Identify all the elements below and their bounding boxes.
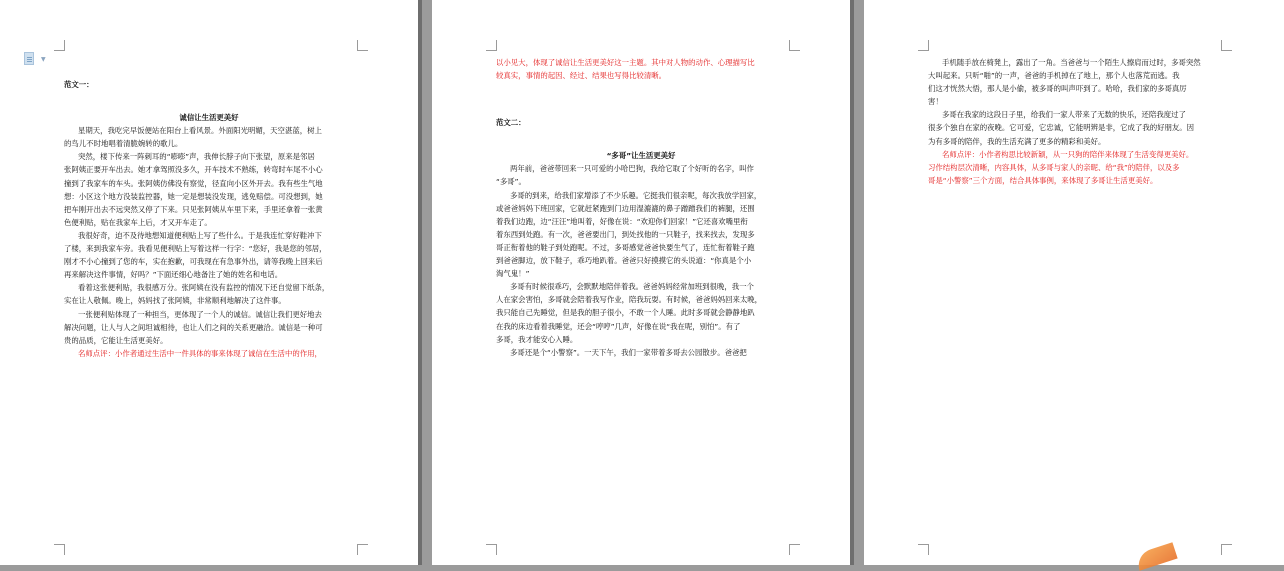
- paragraph-line: 着我们边跑，边“汪汪”地叫着，好像在说：“欢迎你们回家！”它还喜欢嘴里衔: [496, 216, 748, 226]
- essay-body: [928, 56, 1220, 148]
- paragraph-line: 手机随手放在椅凳上，露出了一角。当爸爸与一个陌生人擦肩而过时，多哥突然: [942, 58, 1201, 67]
- paragraph-line: 大叫起来。只听“啪”的一声，爸爸的手机掉在了地上，那个人也落荒而逃。我: [928, 71, 1180, 81]
- comment-line: 名师点评：小作者构思比较新颖，从一只狗的陪伴来体现了生活变得更美好。: [942, 149, 1194, 159]
- comment-line: 以小见大，体现了诚信让生活更美好这一主题。其中对人物的动作、心理描写比: [496, 58, 755, 67]
- paragraph-line: 贵的品质，它能让生活更美好。: [64, 335, 168, 345]
- paragraph-line: 在我的床边看着我睡觉，还会“哼哼”几声，好像在说“我在呢，别怕”。有了: [496, 321, 741, 331]
- paragraph-line: 淘气鬼！”: [496, 269, 530, 279]
- paragraph-line: 们这才恍然大悟，那人是小偷，被多哥的叫声吓到了。哈哈，我们家的多哥真厉: [928, 84, 1187, 94]
- paragraph-line: 想：小区这个地方没装监控器，她一定是想装没发现，逃免赔偿。可没想到，她: [64, 191, 323, 201]
- margin-corner-bottom-right: [357, 544, 368, 555]
- document-icon[interactable]: [24, 52, 34, 65]
- margin-corner-top-right: [789, 40, 800, 51]
- paragraph-line: 实在让人敬佩。晚上，妈妈找了张阿姨，非常顺利地解决了这件事。: [64, 296, 286, 306]
- paragraph-line: 的鸟儿不时地唱着清脆婉转的歌儿。: [64, 139, 183, 149]
- essay-body: [64, 124, 354, 347]
- paragraph-line: 多哥还是个“小警察”。一天下午，我们一家带着多哥去公园散步。爸爸把: [510, 347, 747, 357]
- paragraph-line: 色便利贴，贴在我家车上后，才又开车走了。: [64, 217, 212, 227]
- teacher-comment: 名师点评：小作者通过生活中一件具体的事来体现了诚信在生活中的作用，: [78, 348, 322, 358]
- document-page-2: [432, 0, 850, 565]
- teacher-comment: [928, 148, 1220, 187]
- paragraph-line: 为有多哥的陪伴，我的生活充满了更多的精彩和美好。: [928, 136, 1106, 146]
- paragraph-line: 害！: [928, 97, 943, 107]
- page-2-content: [496, 56, 786, 359]
- paragraph-line: 再来解决这件事情，好吗？”下面还细心地备注了她的姓名和电话。: [64, 270, 283, 280]
- margin-corner-top-left: [54, 40, 65, 51]
- comment-line: 习作结构层次清晰，内容具体，从多哥与家人的亲昵、给“我”的陪伴，以及多: [928, 162, 1180, 172]
- page-1-content: [64, 78, 354, 360]
- paragraph-line: 着东西到处跑。有一次，爸爸要出门，到处找他的一只鞋子，找来找去，发现多: [496, 229, 755, 239]
- paragraph-line: 把车刚开出去不远突然又停了下来。只见张阿姨从车里下来，手里还拿着一张黄: [64, 204, 323, 214]
- paragraph-line: 星期天，我吃完早饭便站在阳台上看风景。外面阳光明媚，天空湛蓝，树上: [78, 126, 322, 136]
- margin-corner-top-right: [357, 40, 368, 51]
- essay-title: 诚信让生活更美好: [179, 113, 239, 123]
- margin-corner-bottom-right: [1221, 544, 1232, 555]
- paragraph-line: 突然，楼下传来一阵刺耳的“嘭嘭”声，我伸长脖子向下张望，原来是邻居: [78, 152, 315, 162]
- paragraph-line: 到爸爸脚边，放下鞋子，乖巧地趴着。爸爸只好摸摸它的头说道：“你真是个小: [496, 256, 752, 266]
- paragraph-line: 我很好奇，迫不及待地想知道便利贴上写了些什么。于是我连忙穿好鞋冲下: [78, 230, 322, 240]
- paragraph-line: 我只能自己先睡觉，但是我的胆子很小，不敢一个人睡。此时多哥就会静静地趴: [496, 308, 755, 318]
- paragraph-line: 或爸爸妈妈下班回家，它就赶紧跑到门边用湿漉漉的鼻子蹭蹭我们的裤腿，还围: [496, 203, 755, 213]
- section-heading: 范文二：: [496, 118, 526, 128]
- paragraph-line: 人在家会害怕，多哥就会陪着我写作业，陪我玩耍。有时候，爸爸妈妈回来太晚，: [496, 295, 763, 305]
- paragraph-line: 多哥的到来，给我们家增添了不少乐趣。它挺我们很亲呢，每次我放学回家，: [510, 190, 762, 200]
- paragraph-line: 多哥，我才能安心入睡。: [496, 334, 578, 344]
- margin-corner-bottom-left: [918, 544, 929, 555]
- paragraph-line: 张阿姨正要开车出去。她才拿驾照没多久，开车技术不熟练，转弯时车尾不小心: [64, 165, 323, 175]
- margin-corner-bottom-right: [789, 544, 800, 555]
- paragraph-line: 多哥在我家的这段日子里，给我们一家人带来了无数的快乐，还陪我度过了: [942, 110, 1186, 120]
- dropdown-caret-icon[interactable]: ▼: [41, 56, 46, 63]
- paragraph-line: 了楼，来到我家车旁。我看见便利贴上写着这样一行字：“您好，我是您的邻居，: [64, 244, 327, 254]
- page-3-content: [928, 56, 1220, 187]
- essay-body: [496, 162, 786, 358]
- comment-line: 较真实，事情的起因、经过、结果也写得比较清晰。: [496, 71, 666, 81]
- teacher-comment-continued: [496, 56, 786, 82]
- section-heading: 范文一：: [64, 80, 94, 89]
- paragraph-line: 多哥有时候很乖巧，会默默地陪伴着我。爸爸妈妈经常加班到很晚，我一个: [510, 282, 754, 292]
- margin-corner-top-left: [486, 40, 497, 51]
- paragraph-line: 看着这张便利贴，我很感万分。张阿姨在没有监控的情况下还自觉留下纸条，: [78, 283, 330, 293]
- paragraph-line: 很多个独自在家的夜晚。它可爱，它忠诚，它能明辨是非，它成了我的好朋友。因: [928, 123, 1195, 133]
- essay-title: “多哥”让生活更美好: [606, 151, 676, 161]
- comment-line: 哥是“小警察”三个方面，结合具体事例，来体现了多哥让生活更美好。: [928, 175, 1158, 185]
- margin-corner-bottom-left: [486, 544, 497, 555]
- paragraph-line: 一张便利贴体现了一种担当，更体现了一个人的诚信。诚信让我们更好地去: [78, 309, 322, 319]
- margin-corner-top-left: [918, 40, 929, 51]
- document-page-3: [864, 0, 1284, 565]
- paragraph-line: 两年前，爸爸带回来一只可爱的小哈巴狗，我给它取了个好听的名字，叫作: [510, 164, 754, 174]
- paragraph-line: 刚才不小心撞到了您的车，实在抱歉，可我现在有急事外出，请等我晚上回来后: [64, 257, 323, 267]
- paragraph-line: “多哥”。: [496, 177, 526, 187]
- paragraph-line: 哥正衔着他的鞋子到处跑呢。不过，多哥感觉爸爸快要生气了，连忙衔着鞋子跑: [496, 242, 755, 252]
- paragraph-line: 解决问题，让人与人之间坦诚相待，也让人们之间的关系更融洽。诚信是一种可: [64, 322, 323, 332]
- paragraph-line: 撞到了我家车的车头。张阿姨仿佛没有察觉，径直向小区外开去。我有些生气地: [64, 178, 323, 188]
- document-page-1: [0, 0, 418, 565]
- margin-corner-bottom-left: [54, 544, 65, 555]
- margin-corner-top-right: [1221, 40, 1232, 51]
